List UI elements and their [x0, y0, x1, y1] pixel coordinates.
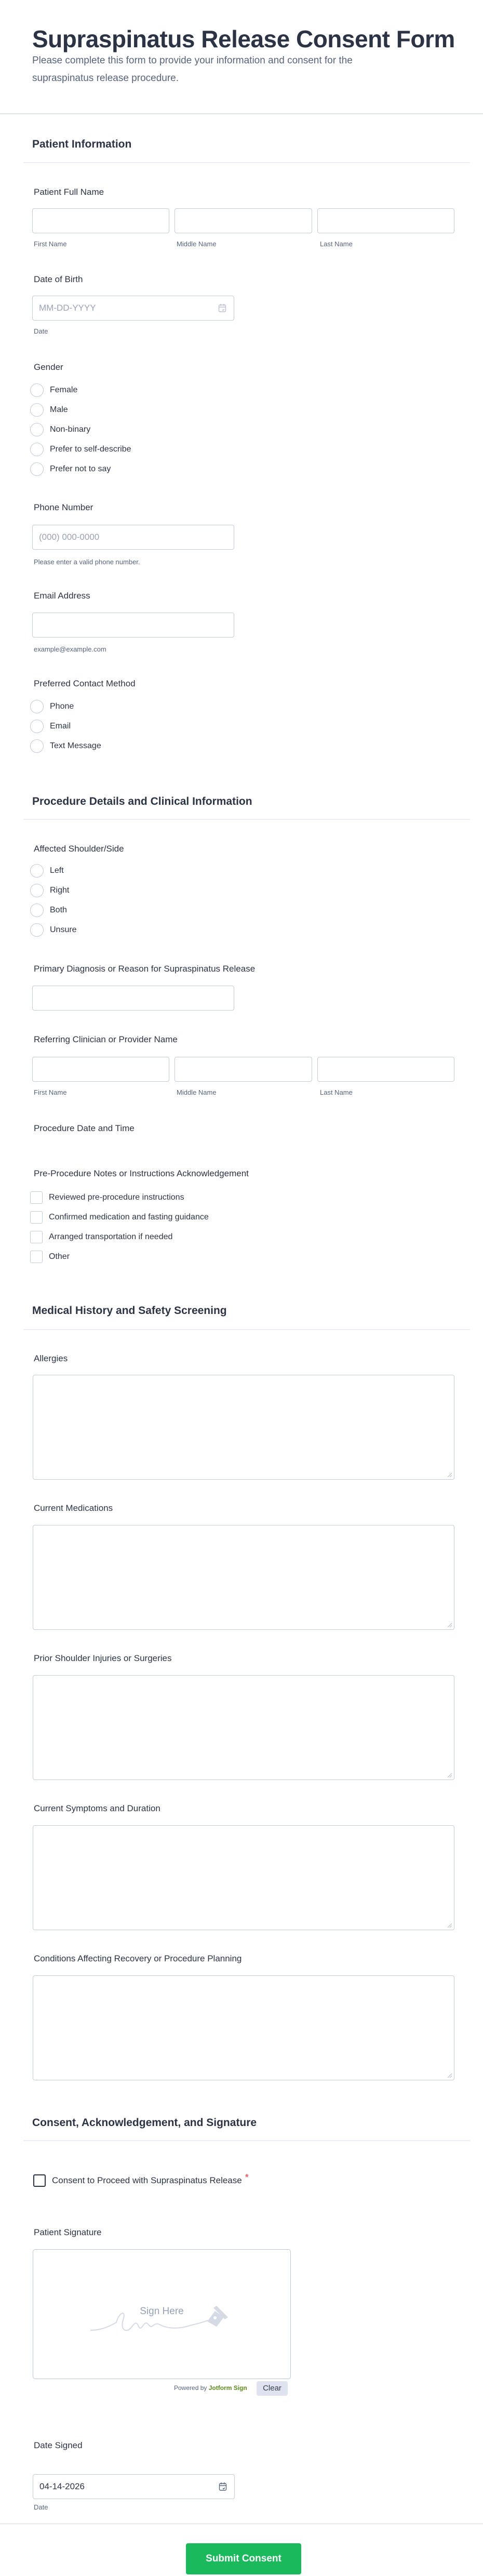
section-divider	[23, 2140, 470, 2141]
email-address-label: Email Address	[34, 591, 90, 601]
date-of-birth-input[interactable]	[32, 296, 234, 321]
section-divider	[23, 819, 470, 820]
resize-grip-icon[interactable]	[447, 1772, 452, 1777]
diagnosis-input[interactable]	[32, 986, 234, 1011]
radio-button[interactable]	[30, 700, 44, 713]
resize-grip-icon[interactable]	[447, 1472, 452, 1477]
footer-divider	[0, 2523, 483, 2525]
date-of-birth-placeholder: MM-DD-YYYY	[39, 303, 96, 313]
side-option-left[interactable]: Left	[30, 864, 64, 878]
last-name-sublabel: Last Name	[320, 240, 353, 248]
allergies-textarea[interactable]	[33, 1375, 454, 1480]
gender-option-self-describe[interactable]: Prefer to self-describe	[30, 442, 131, 457]
radio-button[interactable]	[30, 403, 44, 417]
contact-option-phone[interactable]: Phone	[30, 699, 74, 714]
first-name-sublabel: First Name	[34, 240, 67, 248]
section-title-consent: Consent, Acknowledgement, and Signature	[32, 2117, 257, 2129]
section-title-patient-information: Patient Information	[32, 138, 132, 150]
medications-label: Current Medications	[34, 1503, 113, 1513]
email-sublabel: example@example.com	[34, 645, 106, 653]
clear-signature-button[interactable]: Clear	[257, 2381, 288, 2396]
phone-number-sublabel: Please enter a valid phone number.	[34, 558, 140, 566]
section-title-medical-history: Medical History and Safety Screening	[32, 1305, 227, 1317]
symptoms-textarea[interactable]	[33, 1825, 454, 1930]
date-of-birth-label: Date of Birth	[34, 274, 83, 284]
prior-injuries-textarea[interactable]	[33, 1675, 454, 1780]
radio-button[interactable]	[30, 739, 44, 753]
phone-number-input[interactable]	[32, 525, 234, 550]
referring-last-name-input[interactable]	[317, 1057, 454, 1082]
phone-number-label: Phone Number	[34, 502, 93, 512]
medications-textarea[interactable]	[33, 1525, 454, 1630]
contact-option-text-message[interactable]: Text Message	[30, 739, 101, 753]
gender-option-male[interactable]: Male	[30, 403, 68, 417]
consent-checkbox[interactable]	[33, 2174, 46, 2187]
ack-option-other[interactable]: Other	[30, 1250, 70, 1264]
date-signed-input[interactable]	[33, 2474, 235, 2499]
radio-button[interactable]	[30, 720, 44, 733]
contact-option-email[interactable]: Email	[30, 719, 71, 734]
checkbox[interactable]	[30, 1251, 43, 1263]
symptoms-label: Current Symptoms and Duration	[34, 1803, 160, 1813]
date-signed-sublabel: Date	[34, 2503, 48, 2511]
radio-button[interactable]	[30, 904, 44, 917]
section-title-procedure-details: Procedure Details and Clinical Information	[32, 795, 252, 807]
email-address-input[interactable]	[32, 613, 234, 638]
patient-signature-label: Patient Signature	[34, 2227, 102, 2237]
conditions-label: Conditions Affecting Recovery or Procedure Planning	[34, 1954, 242, 1963]
side-option-unsure[interactable]: Unsure	[30, 923, 77, 937]
date-signed-label: Date Signed	[34, 2440, 83, 2450]
preferred-contact-label: Preferred Contact Method	[34, 679, 136, 688]
procedure-datetime-label: Procedure Date and Time	[34, 1123, 135, 1133]
required-asterisk: *	[245, 2172, 249, 2183]
ack-option-transportation[interactable]: Arranged transportation if needed	[30, 1230, 172, 1244]
gender-option-prefer-not[interactable]: Prefer not to say	[30, 462, 111, 476]
consent-checkbox-row[interactable]	[33, 2173, 249, 2188]
radio-button[interactable]	[30, 462, 44, 476]
gender-option-female[interactable]: Female	[30, 383, 77, 397]
submit-consent-button[interactable]: Submit Consent	[186, 2543, 301, 2574]
patient-full-name-label: Patient Full Name	[34, 187, 104, 197]
referring-clinician-label: Referring Clinician or Provider Name	[34, 1034, 178, 1044]
powered-by-text: Powered by Jotform Sign	[174, 2384, 247, 2392]
first-name-sublabel: First Name	[34, 1088, 67, 1096]
patient-middle-name-input[interactable]	[175, 208, 312, 233]
middle-name-sublabel: Middle Name	[177, 1088, 217, 1096]
affected-side-label: Affected Shoulder/Side	[34, 844, 124, 854]
form-title: Supraspinatus Release Consent Form	[32, 25, 455, 52]
middle-name-sublabel: Middle Name	[177, 240, 217, 248]
checkbox[interactable]	[30, 1191, 43, 1204]
ack-option-medication[interactable]: Confirmed medication and fasting guidance	[30, 1210, 209, 1225]
resize-grip-icon[interactable]	[447, 2073, 452, 2078]
radio-button[interactable]	[30, 383, 44, 397]
diagnosis-label: Primary Diagnosis or Reason for Supraspinatus Release	[34, 964, 256, 974]
jotform-sign-link[interactable]: Jotform Sign	[208, 2384, 247, 2392]
checkbox[interactable]	[30, 1211, 43, 1224]
resize-grip-icon[interactable]	[447, 1922, 452, 1928]
radio-button[interactable]	[30, 864, 44, 878]
sign-here-placeholder: Sign Here	[140, 2306, 184, 2317]
ack-option-reviewed[interactable]: Reviewed pre-procedure instructions	[30, 1190, 184, 1205]
date-of-birth-sublabel: Date	[34, 327, 48, 335]
referring-middle-name-input[interactable]	[175, 1057, 312, 1082]
signature-pad[interactable]	[33, 2249, 291, 2379]
resize-grip-icon[interactable]	[447, 1622, 452, 1627]
radio-button[interactable]	[30, 884, 44, 897]
patient-first-name-input[interactable]	[32, 208, 169, 233]
conditions-textarea[interactable]	[33, 1975, 454, 2080]
checkbox[interactable]	[30, 1231, 43, 1243]
prior-injuries-label: Prior Shoulder Injuries or Surgeries	[34, 1653, 172, 1663]
gender-option-non-binary[interactable]: Non-binary	[30, 422, 90, 437]
referring-first-name-input[interactable]	[32, 1057, 169, 1082]
side-option-both[interactable]: Both	[30, 903, 67, 918]
patient-last-name-input[interactable]	[317, 208, 454, 233]
form-subtitle: Please complete this form to provide your information and consent for the supraspinatus release procedure.	[32, 55, 353, 84]
calendar-icon[interactable]	[219, 2482, 227, 2491]
last-name-sublabel: Last Name	[320, 1088, 353, 1096]
notes-ack-label: Pre-Procedure Notes or Instructions Acknowledgement	[34, 1169, 249, 1178]
calendar-icon[interactable]	[218, 303, 226, 313]
section-divider	[23, 1329, 470, 1330]
side-option-right[interactable]: Right	[30, 883, 69, 898]
allergies-label: Allergies	[34, 1353, 68, 1363]
radio-button[interactable]	[30, 443, 44, 456]
radio-button[interactable]	[30, 923, 44, 937]
gender-label: Gender	[34, 362, 63, 372]
consent-label: Consent to Proceed with Supraspinatus Release	[52, 2175, 242, 2185]
section-divider	[23, 162, 470, 163]
date-signed-value: 04-14-2026	[39, 2481, 85, 2491]
radio-button[interactable]	[30, 423, 44, 436]
form-header	[0, 0, 483, 114]
phone-placeholder: (000) 000-0000	[39, 532, 100, 542]
